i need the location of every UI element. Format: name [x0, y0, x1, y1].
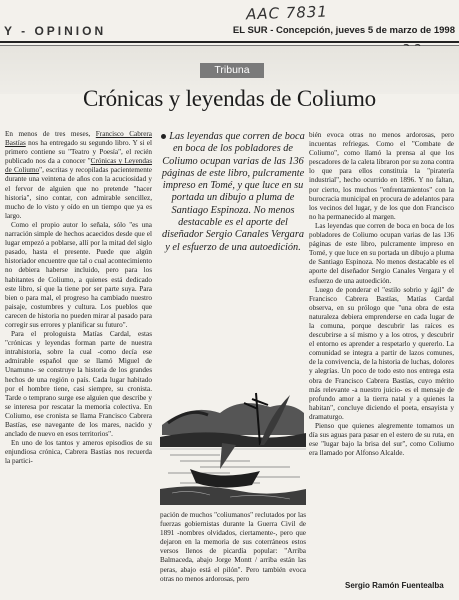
paragraph: Como el propio autor lo señala, sólo "es una narración simple de hechos acaecidos desde que el lugar empezó a poblarse, allí por la mitad del siglo pasado, hasta el presente. Puede que algún historiador encuentre que tal o cual acontecimiento no debiera haberse incluido, pero para los habitantes de Coliumo, a quienes está dedicado este libro, sí que la tiene por ser parte suya. Para bien o para mal, el progreso ha cambiado nuestro paisaje, costumbres y cultura. Los pueblos que carecen de historia no pueden mirar al pasado para corregir sus errores y planificar su futuro".	[5, 220, 152, 329]
paragraph: En uno de los tantos y ameros episodios de su enjundiosa crónica, Cabrera Bastías nos recuerda la partici-	[5, 439, 152, 466]
article-column-left	[5, 130, 152, 596]
paragraph: Luego de ponderar el "estilo sobrio y ágil" de Francisco Cabrera Bastías, Matías Cardal observa, en su prólogo que "una obra de esta naturaleza debiera emprenderse en cada lugar de la comuna, porque descubrir las raíces es descubrirse a sí mismo y a los otros, y descubrir el entorno es aprender a respetarlo y quererlo. La comunidad se integra a partir de lazos comunes, de la convivencia, de la historia de luchas, dolores y alegrías. Un poco de todo esto nos entrega esta obra de Francisco Cabrera Bastías, cuyo mérito más relevante -a nuestro juicio- es el mensaje de profundo amor a la tierra natal y a quienes la habitan", concluye diciendo el poeta, ensayista y dramaturgo.	[309, 285, 454, 421]
paragraph: pación de muchos "coliumanos" reclutados por las fuerzas gobiernistas durante la Guerra Civil de 1891 -nombres olvidados, ciertamente-, pero que dejaron en la memoria de sus coterráneos estos versos llenos de picardía popular: "Arriba Balmaceda, abajo Jorge Montt / arriba están las peras, abajo está el pilón". Pero también evoca otras no menos ardorosas, pero	[160, 511, 306, 583]
paragraph: bién evoca otras no menos ardorosas, pero incuentas refriegas. Como el "Combate de Coliumo", como llamó la prensa al que los pescadores de la caleta libraron por su zona contra lo que para ellos constituía la "piratería industrial", hecho ocurrido en 1896. Y no faltan, por cierto, los muchos "enfrentamientos" con la burocracia municipal en procura de adelantos para los vecinos del lugar, y de los que don Francisco no ha permanecido al margen.	[309, 131, 454, 221]
article-column-right	[309, 131, 454, 581]
author-name-underlined: Francisco Cabrera Bastías	[5, 130, 152, 148]
pull-quote-text: Las leyendas que corren de boca en boca de los pobladores de Coliumo ocupan varias de las 136 páginas de este libro, pulcramente impreso en Tomé, y que luce en su portada un dibujo a pluma de Santiago Espinoza. No menos destacable es el aporte del diseñador Sergio Canales Vergara y el esfuerzo de una autoedición.	[161, 131, 305, 253]
book-title-underlined: Crónicas y Leyendas de Coliumo	[5, 157, 152, 175]
archive-handwritten-code: AAC 7831	[245, 2, 329, 24]
paragraph: Pienso que quienes alegremente tomamos un día sus aguas para pasar en el estero de su ruta, en ese "lugar bajo la brisa del sur", como Coliumo era llamado por Alfonso Alcalde.	[309, 422, 454, 458]
text-run: ", escritas y recopiladas pacientemente durante una veintena de años con la acuciosidad y el fervor de alguien que no pretende "hacer historia", sino contar, con admirable sencillez, mucho de lo visto y oído en un tiempo que ya es largo.	[5, 166, 152, 220]
paragraph: Para el prologuista Matías Cardal, estas "crónicas y leyendas forman parte de nuestra intrahistoria, sobre la cual -como decía ese admirable español que se llamó Miguel de Unamuno- se construye la historia de los grandes hechos de una región o país. Cada lugar habitado por el hombre tiene, casi siempre, su cronista. Tarde o temprano surge ese alguien que describe y se interesa por rescatar la memoria colectiva. En Coliumo, ese cronista se llama Francisco Cabrera Bastías, ese navegante de los mares, nacido y anclado de nuevo en esos territorios".	[5, 330, 152, 439]
article-column-center-bottom	[160, 511, 306, 597]
text-run: nos ha entregado su segundo libro. Y si el primero contiene su "Teatro y Poesía", el recién publicado nos da a conocer "	[5, 139, 152, 166]
article-headline: Crónicas y leyendas de Coliumo	[83, 86, 376, 111]
paragraph: Las leyendas que corren de boca en boca de los pobladores de Coliumo ocupan varias de las 136 páginas de este libro, pulcramente impreso en Tomé, y que luce en su portada un dibujo a pluma de Santiago Espinoza. No menos destacable es el aporte del diseñador Sergio Canales Vergara y el esfuerzo de una autoedición.	[309, 221, 454, 285]
page-header	[0, 24, 459, 40]
boat-illustration	[160, 385, 306, 505]
text-run: En menos de tres meses,	[5, 130, 96, 138]
header-rule	[0, 41, 459, 43]
paragraph	[5, 130, 152, 221]
rubric-label: Tribuna	[200, 63, 264, 78]
pull-quote	[160, 131, 306, 254]
section-name: Y - OPINION	[4, 24, 107, 38]
author-byline: Sergio Ramón Fuentealba	[345, 581, 444, 590]
bullet-icon	[161, 134, 166, 139]
edition-line: EL SUR - Concepción, jueves 5 de marzo de 1998	[232, 25, 455, 36]
